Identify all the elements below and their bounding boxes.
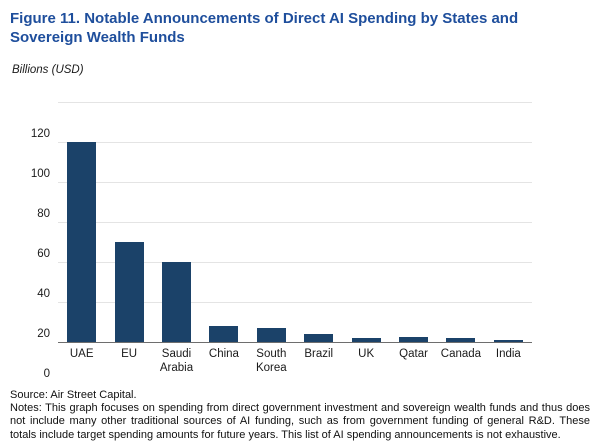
y-axis	[10, 128, 58, 381]
x-tick-label: Saudi Arabia	[159, 348, 194, 375]
bar-chart	[10, 103, 590, 381]
bar-cell-saudi-arabia	[153, 103, 200, 342]
plot-area	[58, 103, 532, 343]
source-note: Source: Air Street Capital.	[10, 388, 137, 401]
bar	[257, 328, 286, 342]
y-tick-label: 40	[37, 288, 50, 301]
y-tick-label: 100	[30, 168, 50, 181]
bar-cell-south-korea	[248, 103, 295, 342]
figure-footer	[10, 389, 590, 442]
x-tick-label: China	[208, 348, 239, 361]
bar	[352, 338, 381, 342]
plot-column	[58, 103, 532, 376]
bar	[304, 334, 333, 342]
bar	[209, 326, 238, 342]
x-axis-labels	[58, 348, 532, 376]
x-tick-label: EU	[121, 348, 138, 361]
notes-text: Notes: This graph focuses on spending from direct government investment and sovereign wealth funds and thus does not include many other traditional sources of AI funding, such as from government funding of general R&D. These totals include target spending amounts for future years. This list of AI spending announcements is not exhaustive.	[10, 402, 590, 441]
bar	[115, 242, 144, 342]
bar-cell-eu	[105, 103, 152, 342]
bar-cell-canada	[437, 103, 484, 342]
bar-cell-china	[200, 103, 247, 342]
bar-cell-uk	[342, 103, 389, 342]
x-tick-label: UAE	[69, 348, 94, 361]
y-tick-label: 120	[30, 128, 50, 141]
x-tick-label: South Korea	[255, 348, 287, 375]
x-tick-label: India	[495, 348, 521, 361]
bar	[446, 338, 475, 342]
bar-cell-qatar	[390, 103, 437, 342]
x-tick-label: Brazil	[304, 348, 334, 361]
bar-series	[58, 103, 532, 342]
y-tick-label: 80	[37, 208, 50, 221]
bar	[162, 262, 191, 342]
x-tick-label: Canada	[440, 348, 482, 361]
bar-cell-brazil	[295, 103, 342, 342]
bar	[494, 340, 523, 342]
x-tick-label: UK	[358, 348, 375, 361]
y-axis-unit-label: Billions (USD)	[12, 64, 84, 77]
figure-title: Figure 11. Notable Announcements of Direct AI Spending by States and Sovereign Wealth Funds	[10, 10, 519, 47]
bar	[67, 142, 96, 342]
bar	[399, 337, 428, 342]
bar-cell-india	[485, 103, 532, 342]
x-tick-label: Qatar	[399, 348, 428, 361]
bar-cell-uae	[58, 103, 105, 342]
y-tick-label: 0	[43, 368, 50, 381]
y-tick-label: 20	[37, 328, 50, 341]
y-tick-label: 60	[37, 248, 50, 261]
